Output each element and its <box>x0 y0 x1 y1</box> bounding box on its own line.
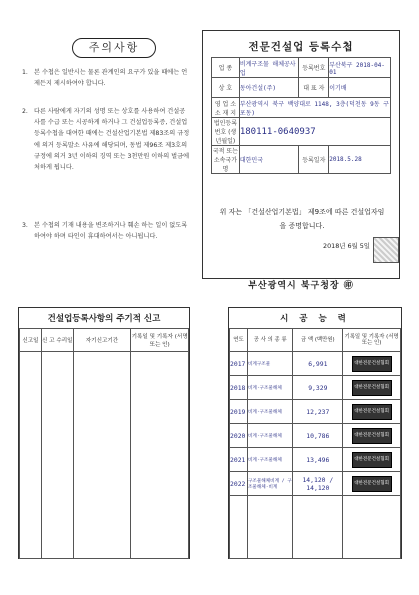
notice-item-text: 다른 사람에게 자기의 성명 또는 상호를 사용하여 건설공사를 수급 또는 시공하게 하거나 그 건설업등록증, 건설업등록수첩을 대여한 때에는 건설산업기본법 제83조의 규정에 의거 등록말소 사유에 해당되며, 동법 제96조 제3호의 규정에 의거 3년 이하의 징역 또는 3천만원 이하의 벌금에 처하게 됩니다. <box>34 108 190 172</box>
official-seal-stamp <box>373 237 399 263</box>
regno-value: 부산북구 2018-04-01 <box>329 58 391 78</box>
notice-item-text: 본 수첩은 일반시는 물론 관계인의 요구가 있을 때에는 언제든지 제시하여야 합니다. <box>34 69 188 88</box>
amount-cell: 13,496 <box>293 448 343 472</box>
notice-item-3 <box>22 220 190 242</box>
company-name-label: 상 호 <box>212 78 240 98</box>
notice-item-1 <box>22 67 190 89</box>
association-stamp: 대한전문건설협회 <box>352 428 392 444</box>
table-cell <box>41 352 73 559</box>
association-stamp: 대한전문건설협회 <box>352 380 392 396</box>
work-type-cell: 구조물해체비계 / 구조물해체·비계 <box>247 472 293 496</box>
col-recorder: 기록일 및 기록자 (서명 또는 인) <box>131 329 189 352</box>
corp-number-value: 180111-0640937 <box>239 118 390 146</box>
company-name-value: 동아건설(주) <box>239 78 299 98</box>
recorder-cell <box>343 352 401 376</box>
col-recorder: 기록일 및 기록자 (서명 또는 인) <box>343 329 401 352</box>
recorder-cell <box>343 400 401 424</box>
nationality-label: 국적 또는 소속국가명 <box>212 146 240 174</box>
year-cell: 2022 <box>230 472 248 496</box>
regno-label: 등록번호 <box>299 58 329 78</box>
certificate-table <box>211 57 391 174</box>
table-cell <box>230 496 248 559</box>
year-cell: 2020 <box>230 424 248 448</box>
certificate-date: 2018년 6월 5일 <box>323 242 370 250</box>
periodic-report-panel <box>18 307 190 559</box>
industry-label: 업 종 <box>212 58 240 78</box>
notice-title: 주의사항 <box>72 38 156 58</box>
notice-item-2 <box>22 106 190 173</box>
notice-item-number: 1. <box>22 69 28 76</box>
certificate-issuer: 부산광역시 북구청장 ㊞ <box>248 281 354 291</box>
notice-item-text: 본 수첩의 기재 내용을 변조하거나 훼손 하는 일이 없도록 하여야 하며 타인이 휴대하여서는 아니됩니다. <box>34 222 188 241</box>
col-self-report-period: 자기신고기간 <box>73 329 131 352</box>
table-cell <box>293 496 343 559</box>
table-row <box>230 424 401 448</box>
corp-number-label: 법인등록번호 (생년월일) <box>212 118 240 146</box>
year-cell: 2018 <box>230 376 248 400</box>
table-cell <box>247 496 293 559</box>
certificate-title: 전문건설업 등록수첩 <box>248 41 354 53</box>
notice-item-number: 2. <box>22 108 28 115</box>
table-cell <box>131 352 189 559</box>
amount-cell: 6,991 <box>293 352 343 376</box>
association-stamp: 대한전문건설협회 <box>352 452 392 468</box>
representative-value: 이기배 <box>329 78 391 98</box>
amount-cell: 12,237 <box>293 400 343 424</box>
periodic-report-table <box>19 328 189 559</box>
amount-cell: 9,329 <box>293 376 343 400</box>
recorder-cell <box>343 376 401 400</box>
table-row <box>230 448 401 472</box>
col-report-date: 신고일 <box>20 329 42 352</box>
association-stamp: 대한전문건설협회 <box>352 476 392 492</box>
work-type-cell: 비계·구조물해체 <box>247 448 293 472</box>
recorder-cell <box>343 424 401 448</box>
amount-cell: 14,120 / 14,120 <box>293 472 343 496</box>
table-cell <box>73 352 131 559</box>
regdate-value: 2018.5.28 <box>329 146 391 174</box>
regdate-label: 등록일자 <box>299 146 329 174</box>
table-row <box>230 496 401 559</box>
work-type-cell: 비계·구조물해체 <box>247 424 293 448</box>
amount-cell: 10,786 <box>293 424 343 448</box>
table-row <box>230 400 401 424</box>
col-work-type: 공 사 의 종 류 <box>247 329 293 352</box>
work-type-cell: 비계·구조물해체 <box>247 400 293 424</box>
notice-item-number: 3. <box>22 222 28 229</box>
periodic-report-title: 건설업등록사항의 주기적 신고 <box>47 314 161 324</box>
col-amount: 금 액 (백만원) <box>293 329 343 352</box>
year-cell: 2019 <box>230 400 248 424</box>
col-year: 연도 <box>230 329 248 352</box>
work-type-cell: 비계·구조물해체 <box>247 376 293 400</box>
representative-label: 대 표 자 <box>299 78 329 98</box>
recorder-cell <box>343 472 401 496</box>
association-stamp: 대한전문건설협회 <box>352 356 392 372</box>
capability-panel <box>228 307 402 559</box>
association-stamp: 대한전문건설협회 <box>352 404 392 420</box>
year-cell: 2021 <box>230 448 248 472</box>
capability-title: 시 공 능 력 <box>280 314 350 324</box>
recorder-cell <box>343 448 401 472</box>
table-row <box>230 352 401 376</box>
table-row <box>230 472 401 496</box>
work-type-cell: 비계구조물 <box>247 352 293 376</box>
address-value: 부산광역시 북구 백양대로 1148, 3층(덕천동 9동 구포동) <box>239 98 390 118</box>
registration-certificate <box>202 30 400 291</box>
capability-table <box>229 328 401 559</box>
certificate-statement: 위 자는 「건설산업기본법」 제9조에 따른 건설업자임을 증명합니다. <box>219 208 385 230</box>
table-row <box>230 376 401 400</box>
table-cell <box>20 352 42 559</box>
year-cell: 2017 <box>230 352 248 376</box>
col-accept-date: 신 고 수리일 <box>41 329 73 352</box>
nationality-value: 대한민국 <box>239 146 299 174</box>
industry-value: 비계구조물 해체공사업 <box>239 58 299 78</box>
table-cell <box>343 496 401 559</box>
address-label: 영 업 소 소 재 지 <box>212 98 240 118</box>
